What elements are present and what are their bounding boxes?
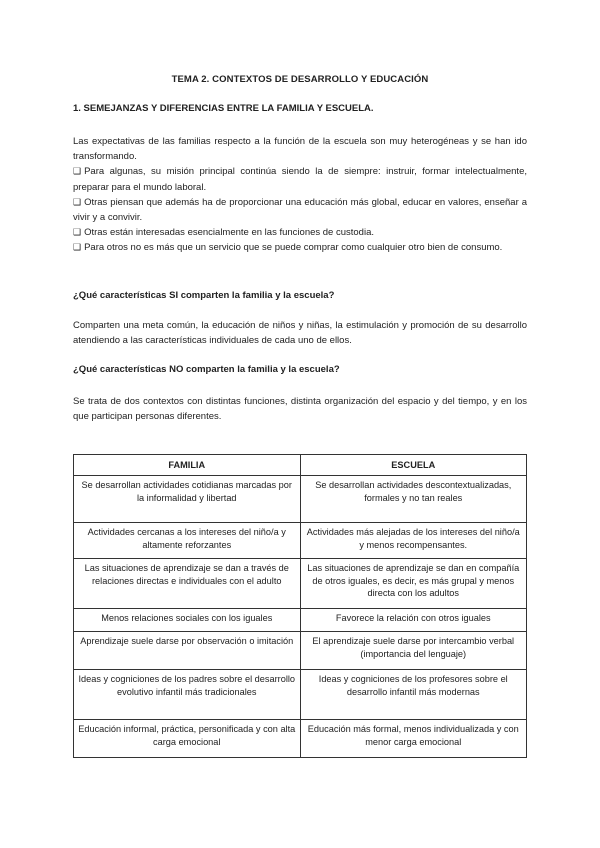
question-no-text: Se trata de dos contextos con distintas funciones, distinta organización del espacio y del tiempo, y en los que participan personas diferentes. bbox=[73, 396, 527, 423]
question-si-text: Comparten una meta común, la educación de niños y niñas, la estimulación y promoción de su desarrollo atendiendo a las características individuales de cada uno de ellos. bbox=[73, 320, 527, 347]
question-heading-si: ¿Qué características SI comparten la familia y la escuela? bbox=[73, 290, 335, 301]
escuela-cell: Favorece la relación con otros iguales bbox=[300, 609, 527, 632]
familia-cell: Actividades cercanas a los intereses del niño/a y altamente reforzantes bbox=[74, 523, 301, 559]
bullet-item: ❑ Para algunas, su misión principal continúa siendo la de siempre: instruir, formar intelectualmente, preparar para el mundo laboral. bbox=[73, 166, 527, 193]
escuela-cell: Se desarrollan actividades descontextualizadas, formales y no tan reales bbox=[300, 476, 527, 523]
table-row bbox=[74, 523, 527, 559]
familia-cell: Se desarrollan actividades cotidianas marcadas por la informalidad y libertad bbox=[74, 476, 301, 523]
comparison-table bbox=[73, 454, 527, 758]
table-row bbox=[74, 476, 527, 523]
intro-paragraph: Las expectativas de las familias respecto a la función de la escuela son muy heterogéneas y se han ido transformando. bbox=[73, 136, 527, 163]
bullet-item: ❑ Otras piensan que además ha de proporcionar una educación más global, educar en valores, enseñar a vivir y a convivir. bbox=[73, 196, 527, 224]
bullet-item: ❑ Otras están interesadas esencialmente en las funciones de custodia. bbox=[73, 227, 374, 239]
section-heading-semejanzas: 1. SEMEJANZAS Y DIFERENCIAS ENTRE LA FAMILIA Y ESCUELA. bbox=[73, 103, 374, 114]
table-row bbox=[74, 632, 527, 670]
escuela-cell: Actividades más alejadas de los intereses del niño/a y menos recompensantes. bbox=[300, 523, 527, 559]
familia-cell: Menos relaciones sociales con los iguales bbox=[74, 609, 301, 632]
familia-cell: Aprendizaje suele darse por observación o imitación bbox=[74, 632, 301, 670]
escuela-cell: El aprendizaje suele darse por intercambio verbal (importancia del lenguaje) bbox=[300, 632, 527, 670]
escuela-cell: Educación más formal, menos individualizada y con menor carga emocional bbox=[300, 720, 527, 758]
table-row bbox=[74, 559, 527, 609]
checkbox-bullet-icon: ❑ bbox=[73, 227, 82, 238]
bullet-item: ❑ Para otros no es más que un servicio que se puede comprar como cualquier otro bien de consumo. bbox=[73, 242, 503, 254]
header-escuela: ESCUELA bbox=[300, 455, 527, 476]
table-header-row bbox=[74, 455, 527, 476]
table-row bbox=[74, 609, 527, 632]
escuela-cell: Las situaciones de aprendizaje se dan en compañía de otros iguales, es decir, es más grupal y menos directa con los adultos bbox=[300, 559, 527, 609]
question-heading-no: ¿Qué características NO comparten la familia y la escuela? bbox=[73, 364, 340, 375]
table-row bbox=[74, 670, 527, 720]
familia-cell: Ideas y cogniciones de los padres sobre el desarrollo evolutivo infantil más tradicionales bbox=[74, 670, 301, 720]
section1-body bbox=[73, 134, 527, 256]
familia-cell: Educación informal, práctica, personificada y con alta carga emocional bbox=[74, 720, 301, 758]
escuela-cell: Ideas y cogniciones de los profesores sobre el desarrollo infantil más modernas bbox=[300, 670, 527, 720]
checkbox-bullet-icon: ❑ bbox=[73, 166, 82, 177]
document-title: TEMA 2. CONTEXTOS DE DESARROLLO Y EDUCACIÓN bbox=[171, 74, 429, 85]
table-row bbox=[74, 720, 527, 758]
header-familia: FAMILIA bbox=[74, 455, 301, 476]
checkbox-bullet-icon: ❑ bbox=[73, 242, 82, 253]
checkbox-bullet-icon: ❑ bbox=[73, 196, 82, 207]
familia-cell: Las situaciones de aprendizaje se dan a través de relaciones directas e individuales con el adulto bbox=[74, 559, 301, 609]
